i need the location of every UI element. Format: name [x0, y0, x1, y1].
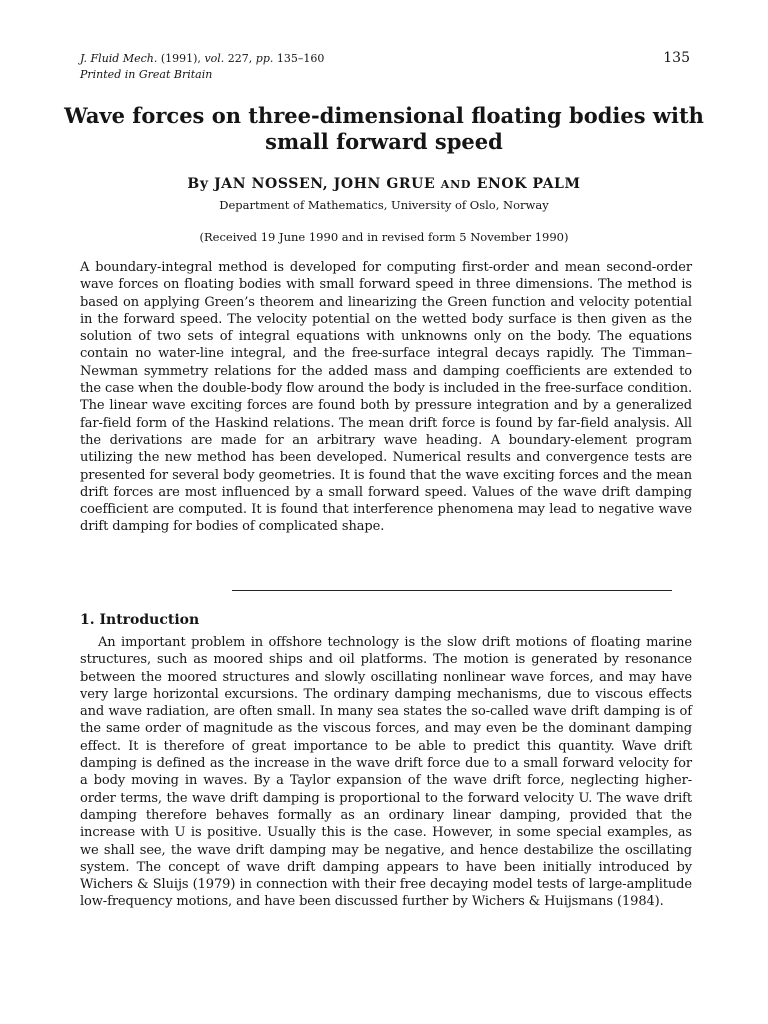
volume-label: vol.: [204, 52, 225, 65]
byline-by: By: [187, 176, 209, 192]
authors-first: JAN NOSSEN, JOHN GRUE: [214, 176, 436, 192]
introduction-paragraph: An important problem in offshore technology is the slow drift motions of floating marine structures, such as moored ships and oil platforms. The motion is generated by resonance between the moored structures and slowly oscillating nonlinear wave forces, and may have very large horizontal excursions. The ordinary damping mechanisms, due to viscous effects and wave radiation, are often small. In many sea states the so-called wave drift damping is of the same order of magnitude as the viscous forces, and may even be the dominant damping effect. It is therefore of great importance to be able to predict this quantity. Wave drift damping is defined as the increase in the wave drift force due to a small forward velocity for a body moving in waves. By a Taylor expansion of the wave drift force, neglecting higher-order terms, the wave drift damping is proportional to the forward velocity U. The wave drift damping therefore behaves formally as an ordinary linear damping, provided that the increase with U is positive. Usually this is the case. However, in some special examples, as we shall see, the wave drift damping may be negative, and hence destabilize the oscillating system. The concept of wave drift damping appears to have been initially introduced by Wichers & Sluijs (1979) in connection with their free decaying model tests of large-amplitude low-frequency motions, and have been discussed further by Wichers & Huijsmans (1984).: [80, 635, 692, 910]
received-date: (Received 19 June 1990 and in revised form 5 November 1990): [199, 230, 569, 244]
journal-year: (1991),: [160, 52, 201, 65]
citation-line: [80, 51, 324, 67]
journal-name: J. Fluid Mech.: [80, 52, 158, 65]
page-number: 135: [663, 50, 690, 66]
affiliation: Department of Mathematics, University of Oslo, Norway: [219, 198, 549, 212]
page-range: 135–160: [276, 52, 325, 65]
author-byline: [60, 176, 708, 192]
section-divider: [232, 590, 672, 591]
section-heading: 1. Introduction: [80, 612, 200, 628]
journal-header: [80, 51, 324, 83]
authors-last: ENOK PALM: [476, 176, 581, 192]
printed-in: Printed in Great Britain: [80, 68, 213, 81]
paper-title: Wave forces on three-dimensional floating bodies with small forward speed: [64, 103, 704, 154]
byline-and: AND: [440, 178, 472, 191]
volume-number: 227,: [227, 52, 253, 65]
pages-label: pp.: [255, 52, 274, 65]
abstract: A boundary-integral method is developed for computing first-order and mean second-order wave forces on floating bodies with small forward speed in three dimensions. The method is based on applying Green’s theorem and linearizing the Green function and velocity potential in the forward speed. The velocity potential on the wetted body surface is then given as the solution of two sets of integral equations with unknowns only on the body. The equations contain no water-line integral, and the free-surface integral decays rapidly. The Timman–Newman symmetry relations for the added mass and damping coefficients are extended to the case when the double-body flow around the body is included in the free-surface condition. The linear wave exciting forces are found both by pressure integration and by a generalized far-field form of the Haskind relations. The mean drift force is found by far-field analysis. All the derivations are made for an arbitrary wave heading. A boundary-element program utilizing the new method has been developed. Numerical results and convergence tests are presented for several body geometries. It is found that the wave exciting forces and the mean drift forces are most influenced by a small forward speed. Values of the wave drift damping coefficient are computed. It is found that interference phenomena may lead to negative wave drift damping for bodies of complicated shape.: [80, 260, 692, 535]
